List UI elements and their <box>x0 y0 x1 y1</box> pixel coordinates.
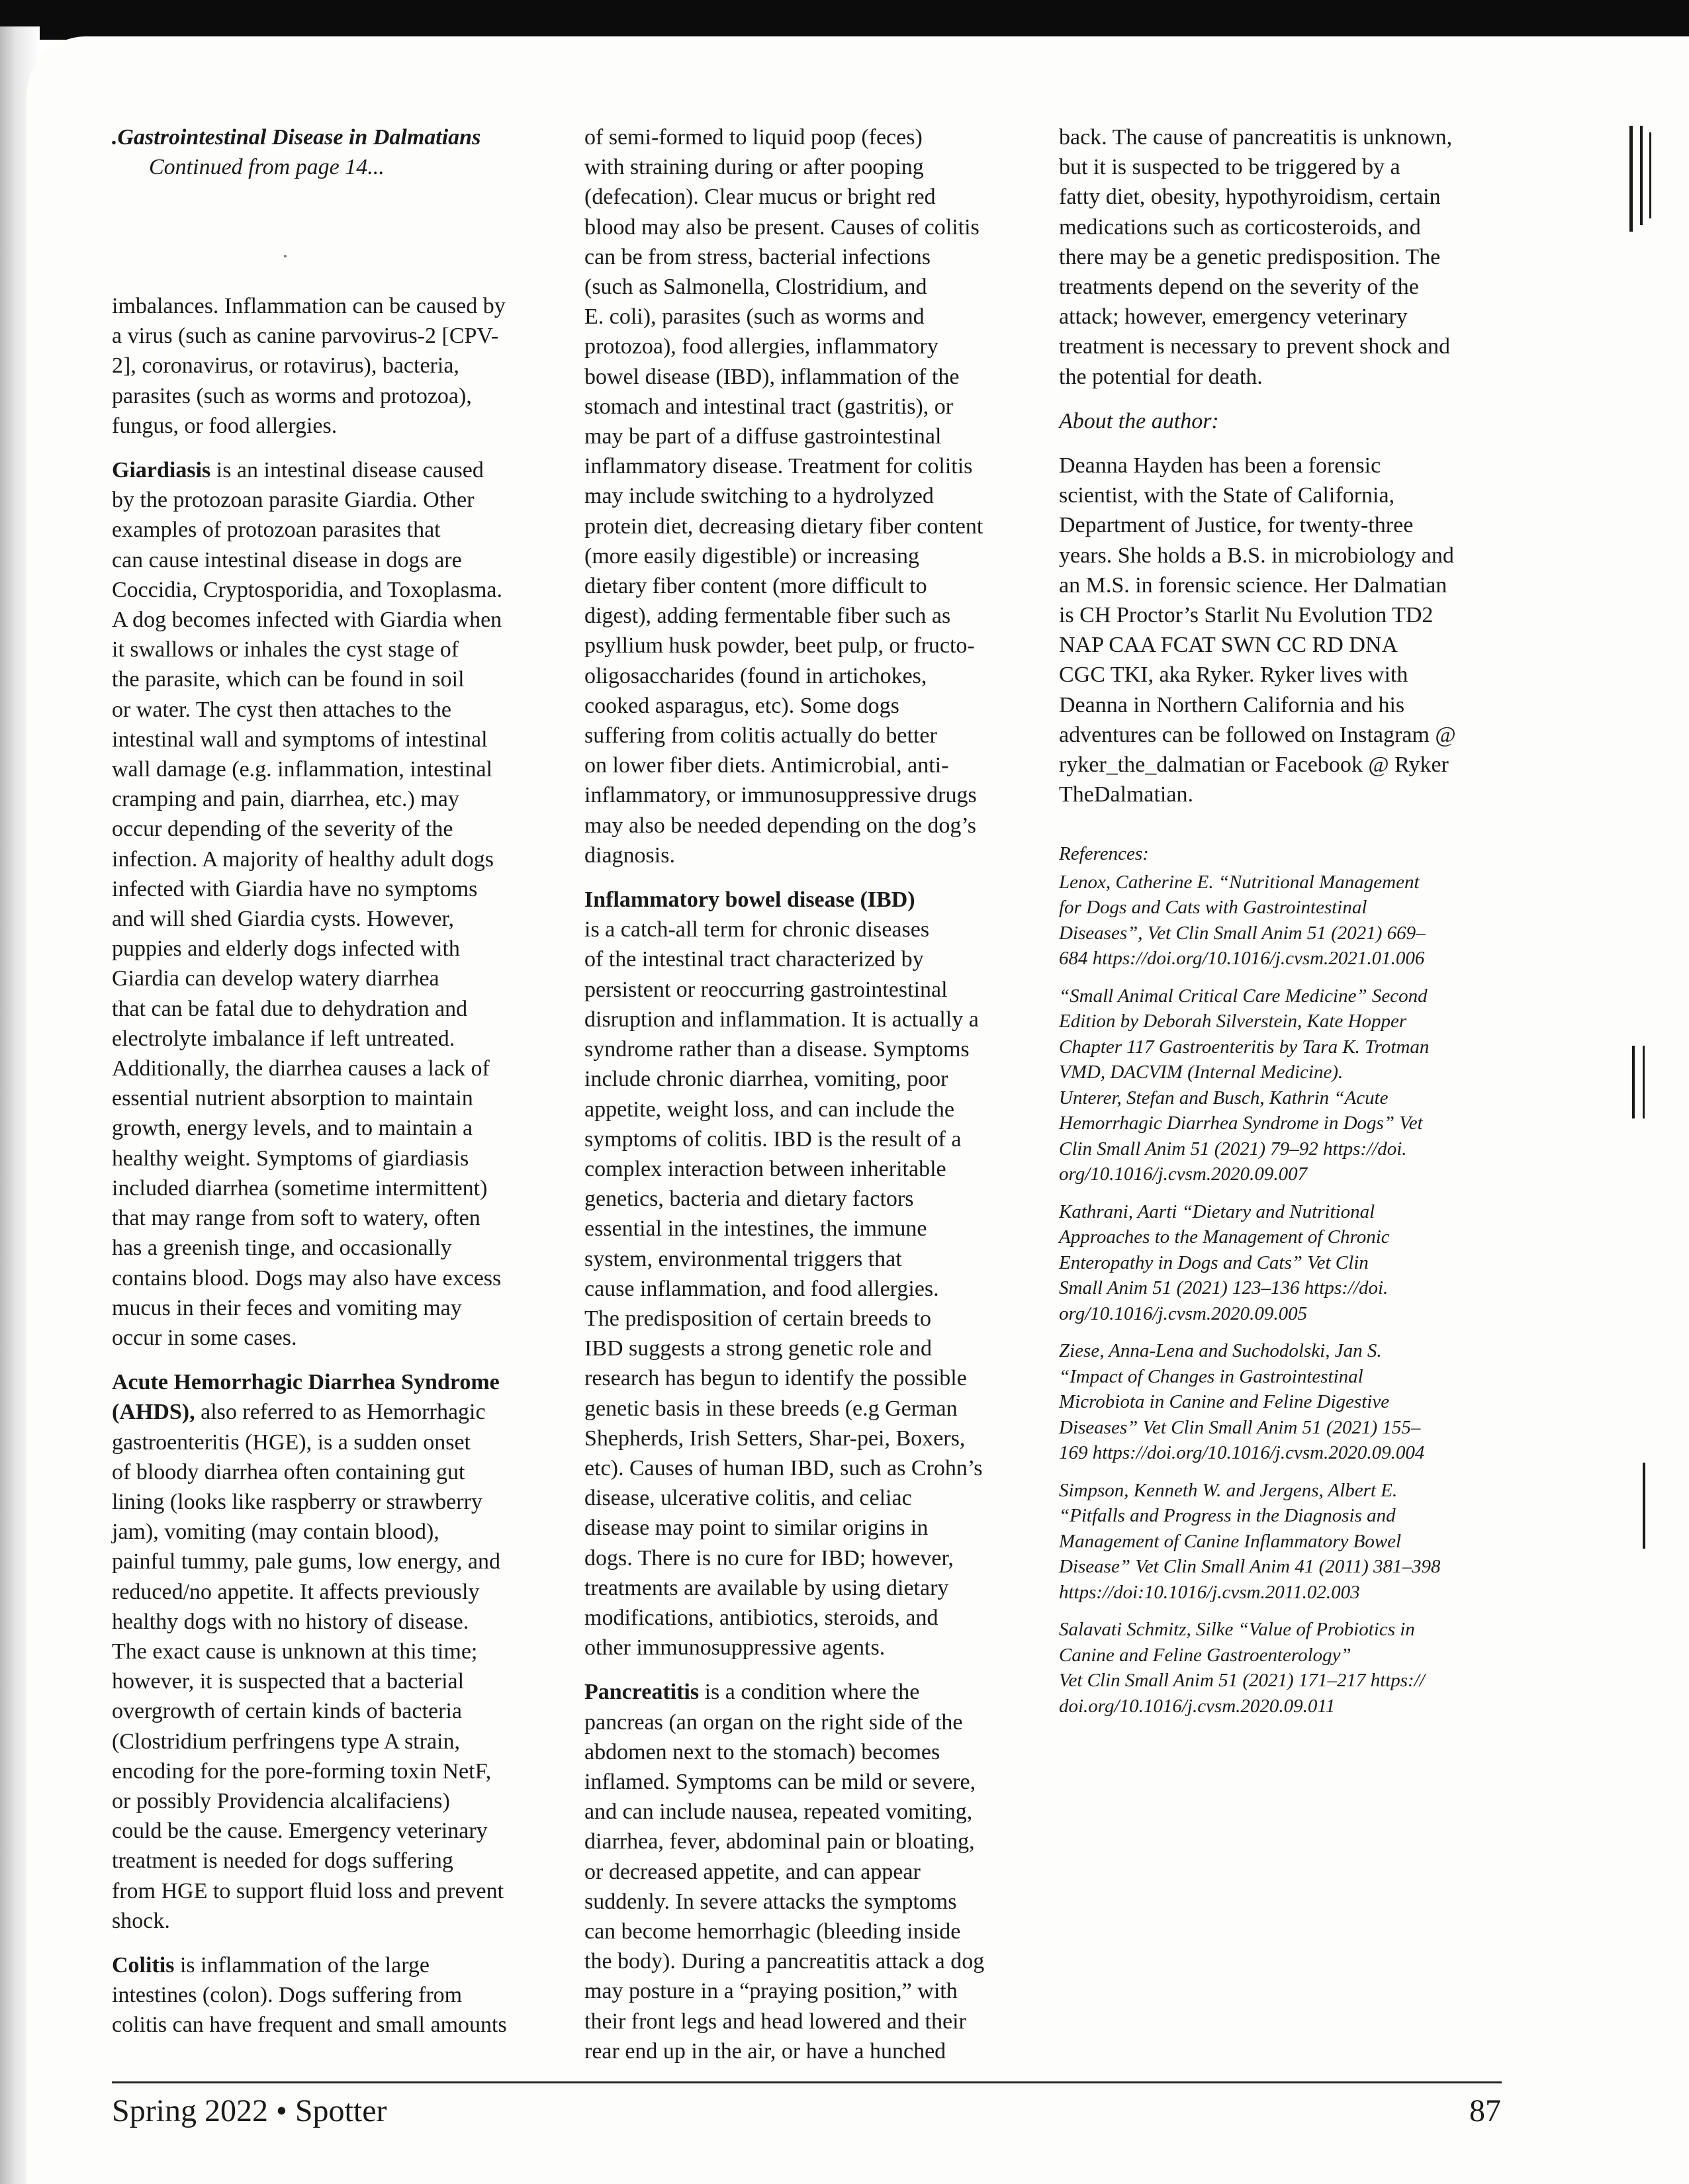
giardiasis-text: is an intestinal disease caused by the protozoan parasite Giardia. Other examples of protozoan parasites that can cause intestinal disease in dogs are Coccidia, Cryptosporidia, and Toxoplasma. A dog becomes infected with Giardia when it swallows or inhales the cyst stage of the parasite, which can be found in soil or water. The cyst then attaches to the intestinal wall and symptoms of intestinal wall damage (e.g. inflammation, intestinal cramping and pain, diarrhea, etc.) may occur depending of the severity of the infection. A majority of healthy adult dogs infected with Giardia have no symptoms and will shed Giardia cysts. However, puppies and elderly dogs infected with Giardia can develop watery diarrhea that can be fatal due to dehydration and electrolyte imbalance if left untreated. Additionally, the diarrhea causes a lack of essential nutrient absorption to maintain growth, energy levels, and to maintain a healthy weight. Symptoms of giardiasis included diarrhea (sometime intermittent) that may range from soft to watery, often has a greenish tinge, and occasionally contains blood. Dogs may also have excess mucus in their feces and vomiting may occur in some cases. <box>112 458 503 1350</box>
references-heading: References: <box>1059 843 1149 865</box>
giardiasis-paragraph <box>112 455 569 1353</box>
ahds-text: also referred to as Hemorrhagic gastroenteritis (HGE), is a sudden onset of bloody diarrhea often containing gut lining (looks like raspberry or strawberry jam), vomiting (may contain blood), painful tummy, pale gums, low energy, and reduced/no appetite. It affects previously healthy dogs with no history of disease. The exact cause is unknown at this time; however, it is suspected that a bacterial overgrowth of certain kinds of bacteria (Clostridium perfringens type A strain, encoding for the pore-forming toxin NetF, or possibly Providencia alcalifaciens) could be the cause. Emergency veterinary treatment is needed for dogs suffering from HGE to support fluid loss and prevent shock. <box>112 1400 504 1933</box>
colitis-text: is inflammation of the large intestines (colon). Dogs suffering from colitis can have frequent and small amounts <box>112 1952 507 2038</box>
column-1-body <box>112 291 569 2040</box>
reference-item: Ziese, Anna-Lena and Suchodolski, Jan S. “Impact of Changes in Gastrointestinal Microbiota in Canine and Feline Digestive Diseases” Vet Clin Small Anim 51 (2021) 155– 169 https://doi.org/10.1016/j.cvsm.2020.09.004 <box>1059 1340 1425 1464</box>
ahds-lead: Acute Hemorrhagic Diarrhea Syndrome (AHDS), <box>112 1370 500 1425</box>
ahds-paragraph <box>112 1367 569 1936</box>
author-bio: Deanna Hayden has been a forensic scientist, with the State of California, Department of Justice, for twenty-three years. She holds a B.S. in microbiology and an M.S. in forensic science. Her Dalmatian is CH Proctor’s Starlit Nu Evolution TD2 NAP CAA FCAT SWN CC RD DNA CGC TKI, aka Ryker. Ryker lives with Deanna in Northern California and his adventures can be followed on Instagram @ ryker_the_dalmatian or Facebook @ Ryker TheDalmatian. <box>1059 453 1456 807</box>
references-section <box>1059 841 1522 1719</box>
reference-item: Salavati Schmitz, Silke “Value of Probiotics in Canine and Feline Gastroenterology” Vet Clin Small Anim 51 (2021) 171–217 https:// doi.org/10.1016/j.cvsm.2020.09.011 <box>1059 1619 1425 1717</box>
reference-item: Simpson, Kenneth W. and Jergens, Albert E. “Pitfalls and Progress in the Diagnosis and Management of Canine Inflammatory Bowel Disease” Vet Clin Small Anim 41 (2011) 381–398 https://doi:10.1016/j.cvsm.2011.02.003 <box>1059 1479 1441 1603</box>
column-1 <box>112 122 569 2038</box>
giardiasis-lead: Giardiasis <box>112 458 211 483</box>
scan-edge-mark <box>1643 1463 1645 1549</box>
colitis-paragraph <box>112 1950 569 2040</box>
pancreatitis-continued-paragraph: back. The cause of pancreatitis is unknown, but it is suspected to be triggered by a fatty diet, obesity, hypothyroidism, certain medications such as corticosteroids, and there may be a genetic predisposition. The treatments depend on the severity of the attack; however, emergency veterinary treatment is necessary to prevent shock and the potential for death. <box>1059 125 1453 389</box>
continued-title: .Gastrointestinal Disease in Dalmatians <box>112 125 481 150</box>
intro-paragraph: imbalances. Inflammation can be caused by a virus (such as canine parvovirus-2 [CPV- 2], coronavirus, or rotavirus), bacteria, parasites (such as worms and protozoa), fungus, or food allergies. <box>112 294 506 438</box>
colitis-lead: Colitis <box>112 1952 175 1978</box>
author-heading: About the author: <box>1059 408 1219 433</box>
reference-item: Kathrani, Aarti “Dietary and Nutritional Approaches to the Management of Chronic Enteropathy in Dogs and Cats” Vet Clin Small Anim 51 (2021) 123–136 https://doi. org/10.1016/j.cvsm.2020.09.005 <box>1059 1201 1390 1324</box>
ibd-paragraph <box>584 885 1048 1662</box>
column-3 <box>1059 122 1522 1731</box>
scan-edge-mark <box>1643 1046 1645 1118</box>
scan-edge-mark <box>1632 1046 1635 1118</box>
page-number: 87 <box>1469 2093 1501 2128</box>
scan-border <box>0 0 1689 40</box>
pancreatitis-text: is a condition where the pancreas (an organ on the right side of the abdomen next to the stomach) becomes inflamed. Symptoms can be mild or severe, and can include nausea, repeated vomiting, diarrhea, fever, abdominal pain or bloating, or decreased appetite, and can appear suddenly. In severe attacks the symptoms can become hemorrhagic (bleeding inside the body). During a pancreatitis attack a dog may posture in a “praying position,” with their front legs and head lowered and their rear end up in the air, or have a hunched <box>584 1680 985 2064</box>
colitis-continued-paragraph: of semi-formed to liquid poop (feces) with straining during or after pooping (defecation). Clear mucus or bright red blood may also be present. Causes of colitis can be from stress, bacterial infections (such as Salmonella, Clostridium, and E. coli), parasites (such as worms and protozoa), food allergies, inflammatory bowel disease (IBD), inflammation of the stomach and intestinal tract (gastritis), or may be part of a diffuse gastrointestinal inflammatory disease. Treatment for colitis may include switching to a hydrolyzed protein diet, decreasing dietary fiber content (more easily digestible) or increasing dietary fiber content (more difficult to digest), adding fermentable fiber such as psyllium husk powder, beet pulp, or fructo- oligosaccharides (found in artichokes, cooked asparagus, etc). Some dogs suffering from colitis actually do better on lower fiber diets. Antimicrobial, anti- inflammatory, or immunosuppressive drugs may also be needed depending on the dog’s diagnosis. <box>584 125 983 868</box>
footer-rule <box>112 2081 1502 2083</box>
ibd-text: is a catch-all term for chronic diseases of the intestinal tract characterized by persistent or reoccurring gastrointestinal disruption and inflammation. It is actually a syndrome rather than a disease. Symptoms include chronic diarrhea, vomiting, poor appetite, weight loss, and can include the symptoms of colitis. IBD is the result of a complex interaction between inheritable genetics, bacteria and dietary factors essential in the intestines, the immune system, environmental triggers that cause inflammation, and food allergies. The predisposition of certain breeds to IBD suggests a strong genetic role and research has begun to identify the possible genetic basis in these breeds (e.g German Shepherds, Irish Setters, Shar-pei, Boxers, etc). Causes of human IBD, such as Crohn’s disease, ulcerative colitis, and celiac disease may point to similar origins in dogs. There is no cure for IBD; however, treatments are available by using dietary modifications, antibiotics, steroids, and other immunosuppressive agents. <box>584 917 983 1661</box>
footer-publication: Spring 2022 • Spotter <box>112 2093 387 2128</box>
ibd-lead: Inflammatory bowel disease (IBD) <box>584 887 915 913</box>
reference-item: Lenox, Catherine E. “Nutritional Management for Dogs and Cats with Gastrointestinal Diseases”, Vet Clin Small Anim 51 (2021) 669– 684 https://doi.org/10.1016/j.cvsm.2021.01.006 <box>1059 871 1426 970</box>
continued-from: Continued from page 14... <box>149 155 385 179</box>
pancreatitis-lead: Pancreatitis <box>584 1680 700 1705</box>
scan-edge-mark <box>1640 126 1643 225</box>
column-2 <box>584 122 1048 2066</box>
scan-edge-mark <box>1629 126 1633 232</box>
pancreatitis-paragraph <box>584 1677 1048 2066</box>
scan-edge-mark <box>1649 132 1651 218</box>
reference-item: “Small Animal Critical Care Medicine” Second Edition by Deborah Silverstein, Kate Hopper Chapter 117 Gastroenteritis by Tara K. Trotman VMD, DACVIM (Internal Medicine). Unterer, Stefan and Busch, Kathrin “Acute Hemorrhagic Diarrhea Syndrome in Dogs” Vet Clin Small Anim 51 (2021) 79–92 https://doi. org/10.1016/j.cvsm.2020.09.007 <box>1059 985 1430 1185</box>
scan-speck <box>284 255 287 257</box>
